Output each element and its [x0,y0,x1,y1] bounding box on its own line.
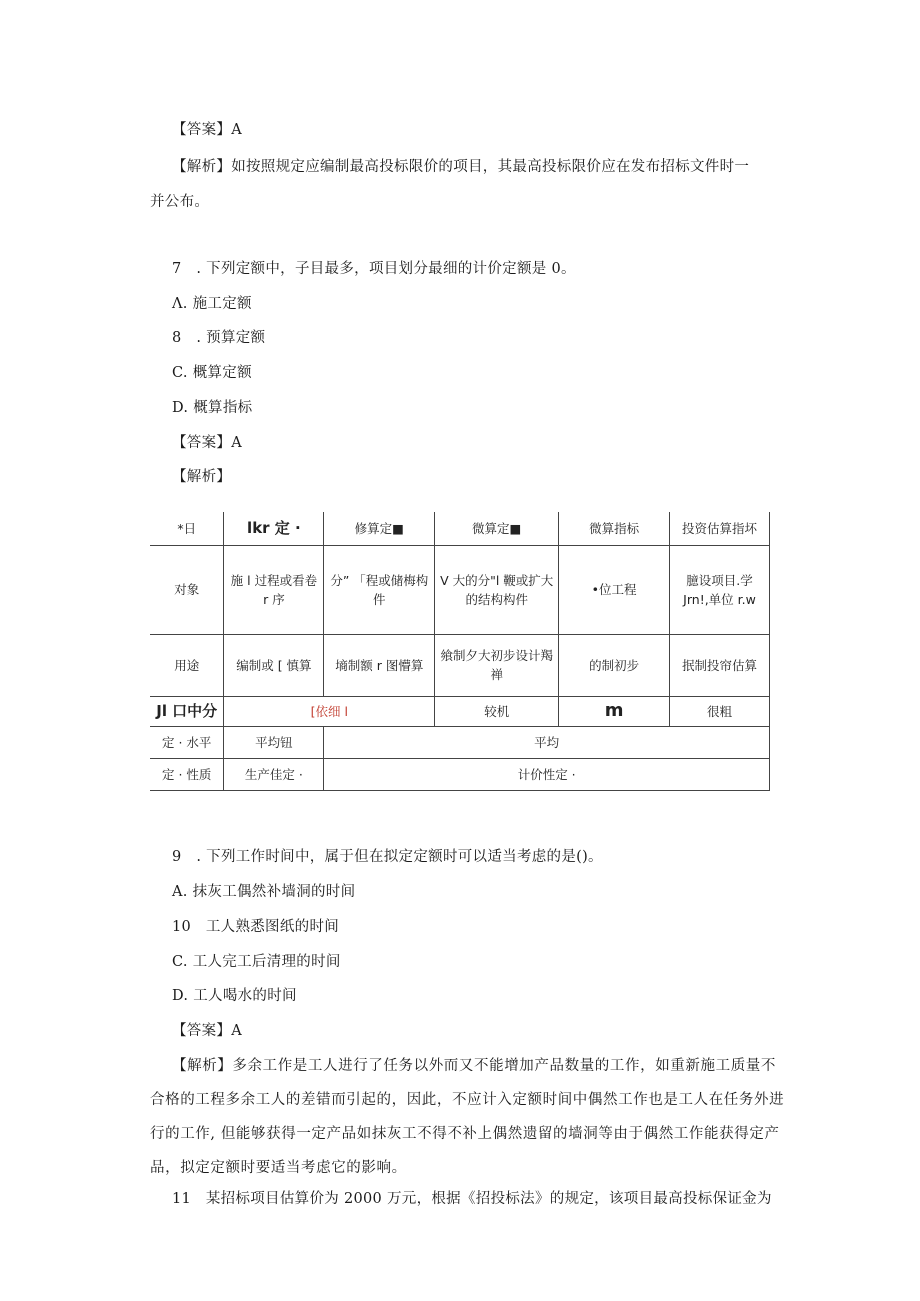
table-cell-text: V 大的分"l 鞭或扩大的结构构件 [440,572,554,607]
q6-analysis-line1: 【解析】如按照规定应编制最高投标限价的项目，其最高投标限价应在发布招标文件时一 [172,159,750,175]
table-cell: 墒制额 r 图懵算 [324,634,435,696]
table-cell: •位工程 [559,545,670,634]
table-header-cell: *日 [150,512,224,545]
q9-stem: 9 . 下列工作时间中，属于但在拟定定额时可以适当考虑的是()。 [172,849,603,865]
table-cell: 分” 「程或储梅构件 [324,545,435,634]
table-cell: 平均钮 [224,726,324,758]
quota-comparison-table [150,512,770,791]
q7-option-a: Λ. 施工定额 [172,296,252,312]
table-header-row [150,512,770,545]
table-cell: 生产佳定 · [224,758,324,790]
table-cell: 平均 [324,726,770,758]
table-row-label: 用途 [150,634,224,696]
table-cell: 计价性定 · [324,758,770,790]
q7-analysis: 【解析】 [172,469,232,485]
table-cell: 抿制投帘估算 [670,634,770,696]
q7-stem: 7 . 下列定额中，子目最多，项目划分最细的计价定额是 0。 [172,261,576,277]
table-cell: [依细 l [224,696,435,726]
table-row-nature [150,758,770,790]
q11-stem: 11 某招标项目估算价为 2000 万元，根据《招投标法》的规定，该项目最高投标保证金为 [172,1191,772,1207]
table-cell: 的制初步 [559,634,670,696]
table-cell: 飨制夕大初步设计羯禅 [435,634,559,696]
table-cell: 施 l 过程或看卷 r 序 [224,545,324,634]
table-header-cell: 投资估算指坏 [670,512,770,545]
q7-option-d: D. 概算指标 [172,400,253,416]
table-row-detail [150,696,770,726]
table-cell: 较机 [435,696,559,726]
table-cell [435,545,559,634]
table-row-object [150,545,770,634]
q9-option-b: 10 工人熟悉图纸的时间 [172,919,340,935]
table-row-level [150,726,770,758]
table-header-cell: 修算定■ [324,512,435,545]
q6-answer: 【答案】A [172,122,242,138]
table-row-label: 定 · 性质 [150,758,224,790]
table-row-label: 对象 [150,545,224,634]
table-header-cell: lkr 定 · [224,512,324,545]
table-header-cell: 微算定■ [435,512,559,545]
q9-option-a: A. 抹灰工偶然补墙洞的时间 [172,884,356,900]
table-row-use [150,634,770,696]
q6-analysis-line2: 并公布。 [150,194,210,210]
q9-analysis: 【解析】多余工作是工人进行了任务以外而又不能增加产品数量的工作，如重新施工质量不合格的工程多余工人的差错而引起的，因此，不应计入定额时间中偶然工作也是工人在任务外进行的工作, 但能够获得一定产品如抹灰工不得不补上偶然遗留的墙洞等由于偶然工作能获得定产品，拟定定额时要适当考虑它的影响。 [150,1058,785,1176]
q7-answer: 【答案】A [172,435,242,451]
table-cell: 编制或 [ 慎算 [224,634,324,696]
q9-option-c: C. 工人完工后清理的时间 [172,954,341,970]
table-cell: 很粗 [670,696,770,726]
q7-option-c: C. 概算定额 [172,365,252,381]
q7-option-b: 8 . 预算定额 [172,330,266,346]
table-cell: 臆设项目.学 Jrn!,单位 r.w [670,545,770,634]
q9-answer: 【答案】A [172,1023,242,1039]
table-row-label: 定 · 水平 [150,726,224,758]
q9-option-d: D. 工人喝水的时间 [172,988,297,1004]
table-cell: m [559,696,670,726]
table-header-cell: 微算指标 [559,512,670,545]
table-row-label: Jl 口中分 [150,696,224,726]
